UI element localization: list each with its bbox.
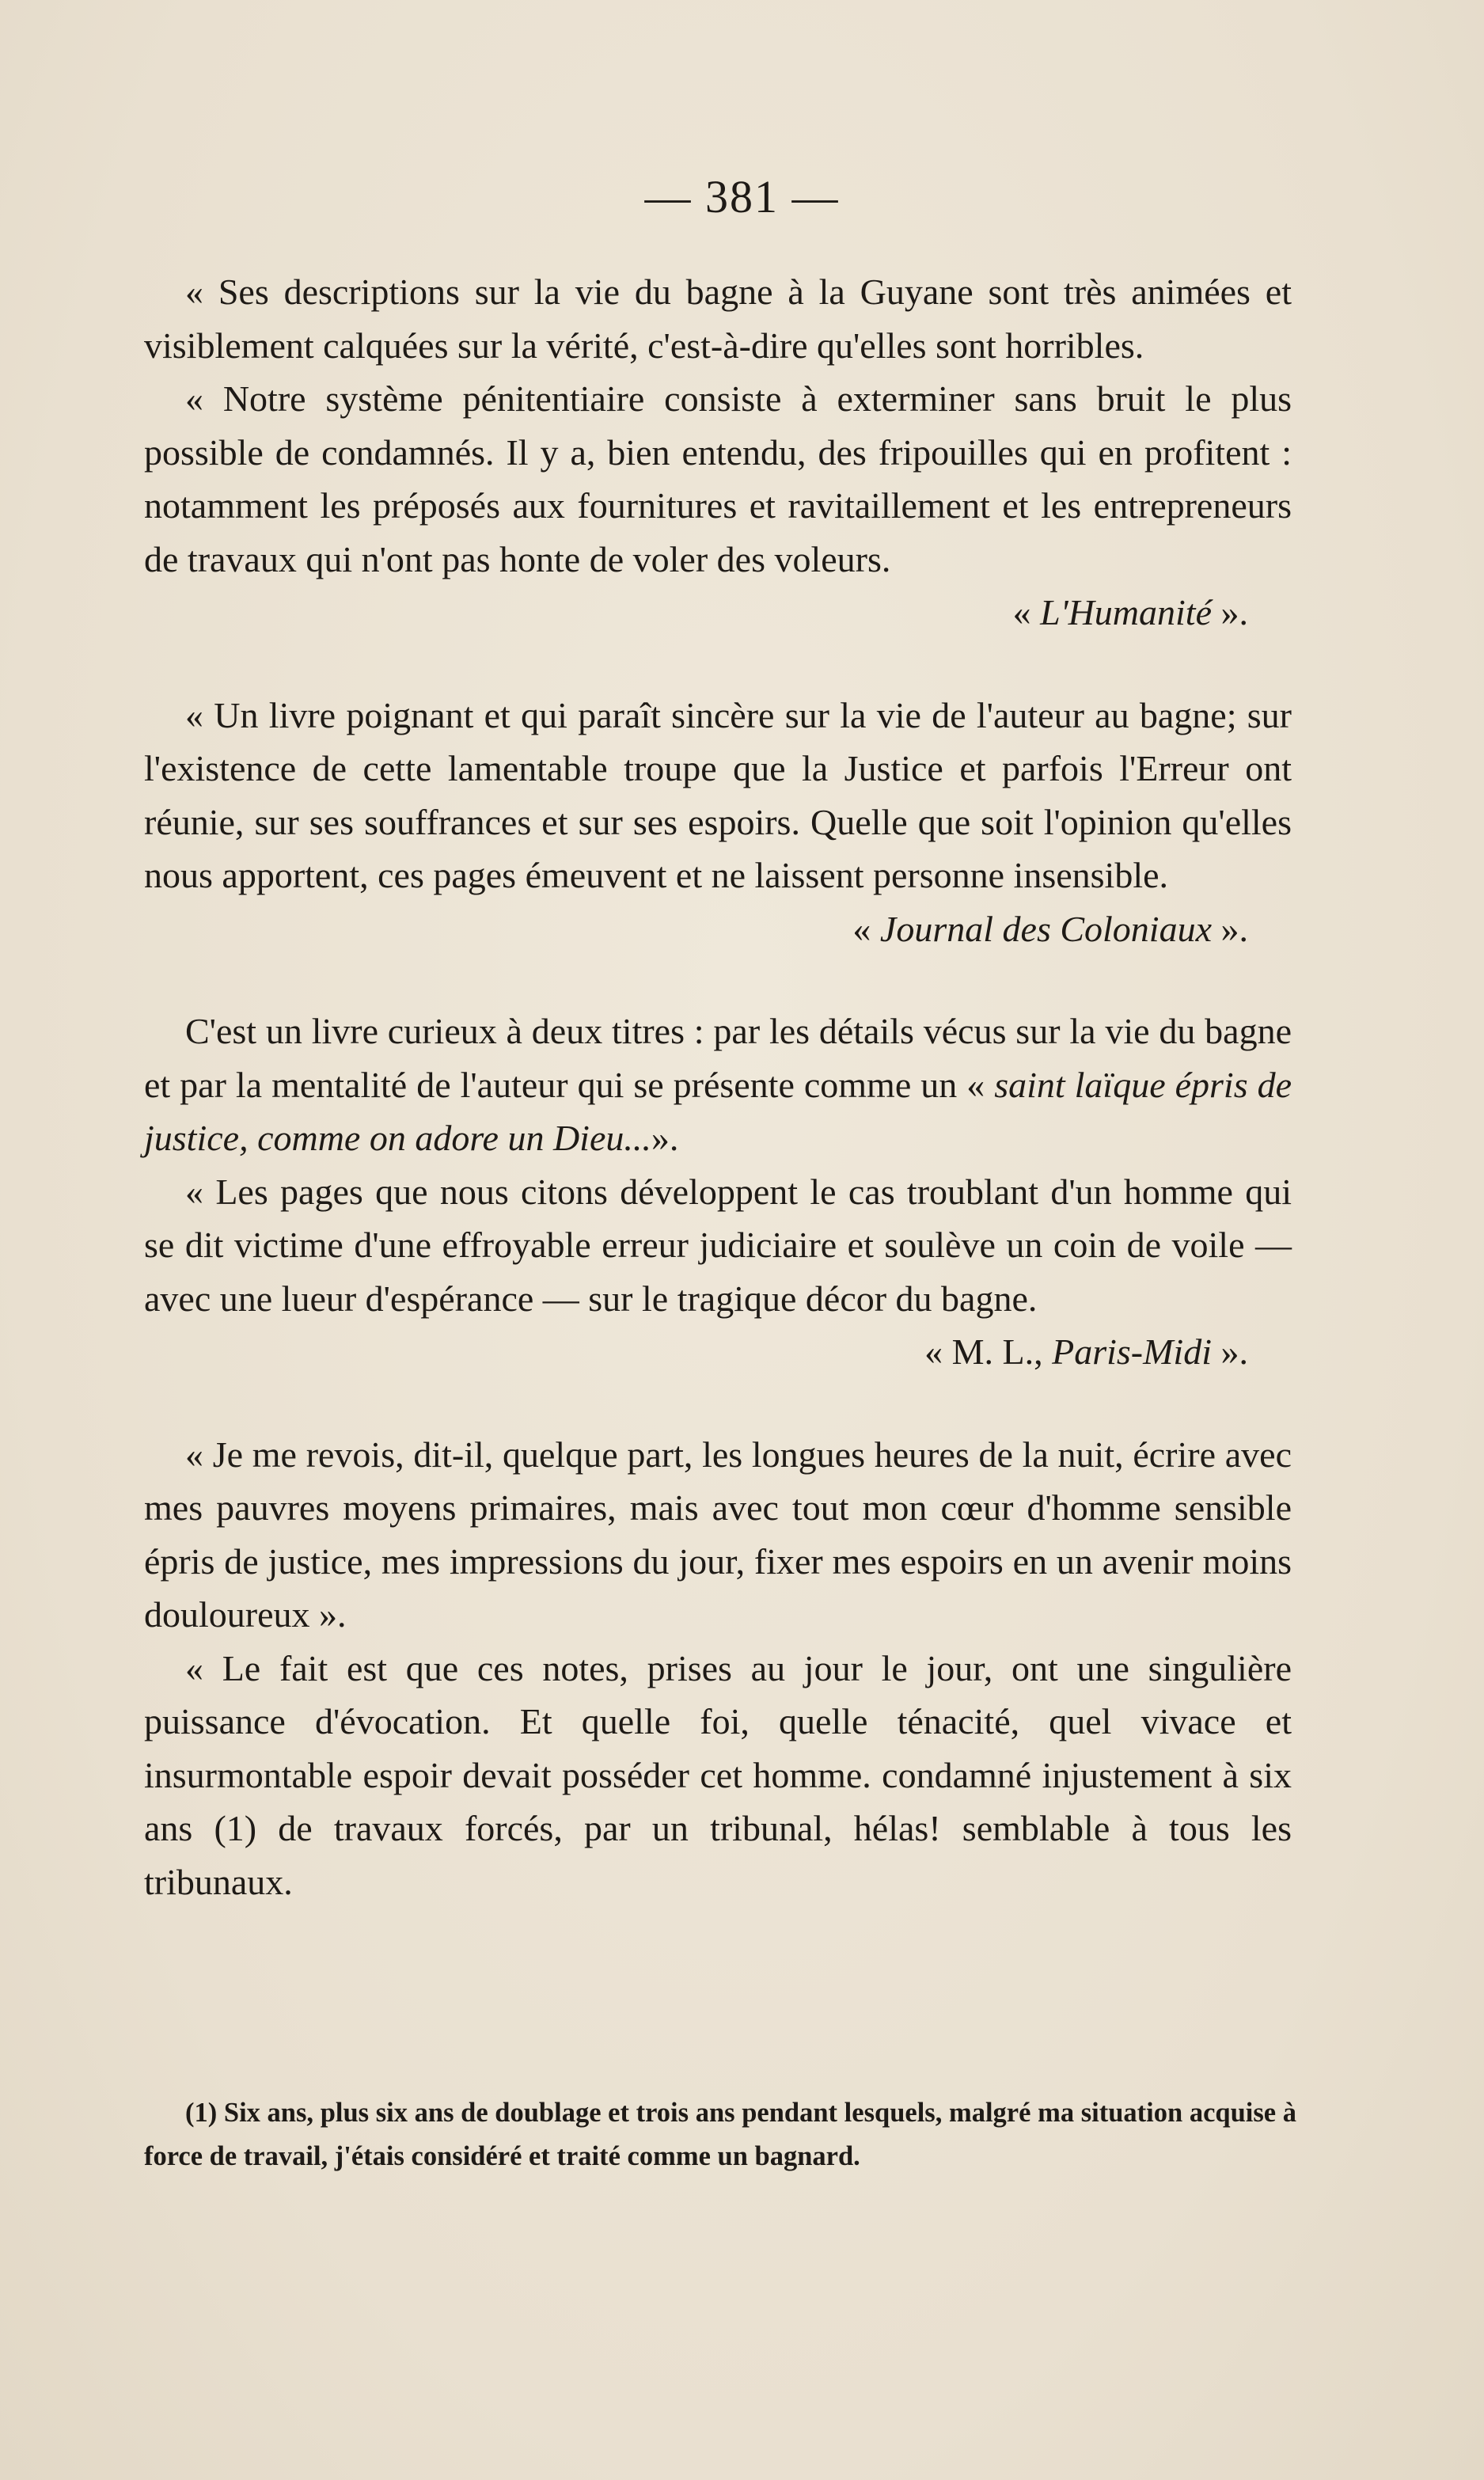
attribution-close: ».: [1212, 1331, 1248, 1372]
footnote-text: (1) Six ans, plus six ans de doublage et trois ans pendant lesquels, malgré ma situation acquise à force de travail, j'étais considéré et traité comme un bagnard.: [144, 2098, 1296, 2171]
attribution-source-name: Paris-Midi: [1052, 1331, 1212, 1372]
paragraph-text: C'est un livre curieux à deux titres : par les détails vécus sur la vie du bagne et par la mentalité de l'auteur qui se présente comme un «: [144, 1011, 1292, 1105]
section-gap: [144, 955, 1292, 1005]
attribution-paris-midi: [144, 1325, 1292, 1379]
section-gap: [144, 640, 1292, 689]
paragraph-poignant-book: « Un livre poignant et qui paraît sincère sur la vie de l'auteur au bagne; sur l'existence de cette lamentable troupe que la Justice et parfois l'Erreur ont réunie, sur ses souffrances et sur ses espoirs. Quelle que soit l'opinion qu'elles nous apportent, ces pages émeuvent et ne laissent personne insensible.: [144, 694, 1292, 895]
attribution-journal-coloniaux: [144, 902, 1292, 956]
paragraph-curious-book: [144, 1005, 1292, 1165]
attribution-humanite: [144, 586, 1292, 640]
paragraph-quote-bagne-descriptions: « Ses descriptions sur la vie du bagne à la Guyane sont très animées et visiblement calquées sur la vérité, c'est-à-dire qu'elles sont horribles.: [144, 272, 1292, 366]
italic-quote: saint laïque épris de justice, comme on adore un Dieu...: [144, 1064, 1292, 1158]
paragraph-penitentiary-system: « Notre système pénitentiaire consiste à exterminer sans bruit le plus possible de condamnés. Il y a, bien entendu, des fripouilles qui en profitent : notamment les préposés aux fournitures et ravitaillement et les entrepreneurs de travaux qui n'ont pas honte de voler des voleurs.: [144, 378, 1292, 579]
paragraph-troubling-case: « Les pages que nous citons développent le cas troublant d'un homme qui se dit victime d'une effroyable erreur judiciaire et soulève un coin de voile — avec une lueur d'espérance — sur le tragique décor du bagne.: [144, 1171, 1292, 1319]
attribution-source-name: Journal des Coloniaux: [879, 908, 1212, 949]
page-number: — 381 —: [644, 171, 840, 222]
attribution-source-name: L'Humanité: [1040, 592, 1212, 632]
attribution-close: ».: [1212, 592, 1248, 632]
attribution-open: «: [1012, 592, 1041, 632]
main-text: [144, 265, 1292, 1908]
paragraph-text-end: ».: [651, 1118, 679, 1158]
section-gap: [144, 1379, 1292, 1428]
paragraph-je-me-revois: « Je me revois, dit-il, quelque part, les longues heures de la nuit, écrire avec mes pauvres moyens primaires, mais avec tout mon cœur d'homme sensible épris de justice, mes impressions du jour, fixer mes espoirs en un avenir moins douloureux ».: [144, 1434, 1292, 1635]
paragraph-evocation-power: « Le fait est que ces notes, prises au jour le jour, ont une singulière puissance d'évocation. Et quelle foi, quelle ténacité, quel vivace et insurmontable espoir devait posséder cet homme. condamné injustement à six ans (1) de travaux forcés, par un tribunal, hélas! semblable à tous les tribunaux.: [144, 1647, 1292, 1902]
attribution-close: ».: [1212, 908, 1248, 949]
attribution-open: «: [852, 908, 880, 949]
attribution-open: « M. L.,: [924, 1331, 1053, 1372]
footnote: [144, 2091, 1296, 2178]
